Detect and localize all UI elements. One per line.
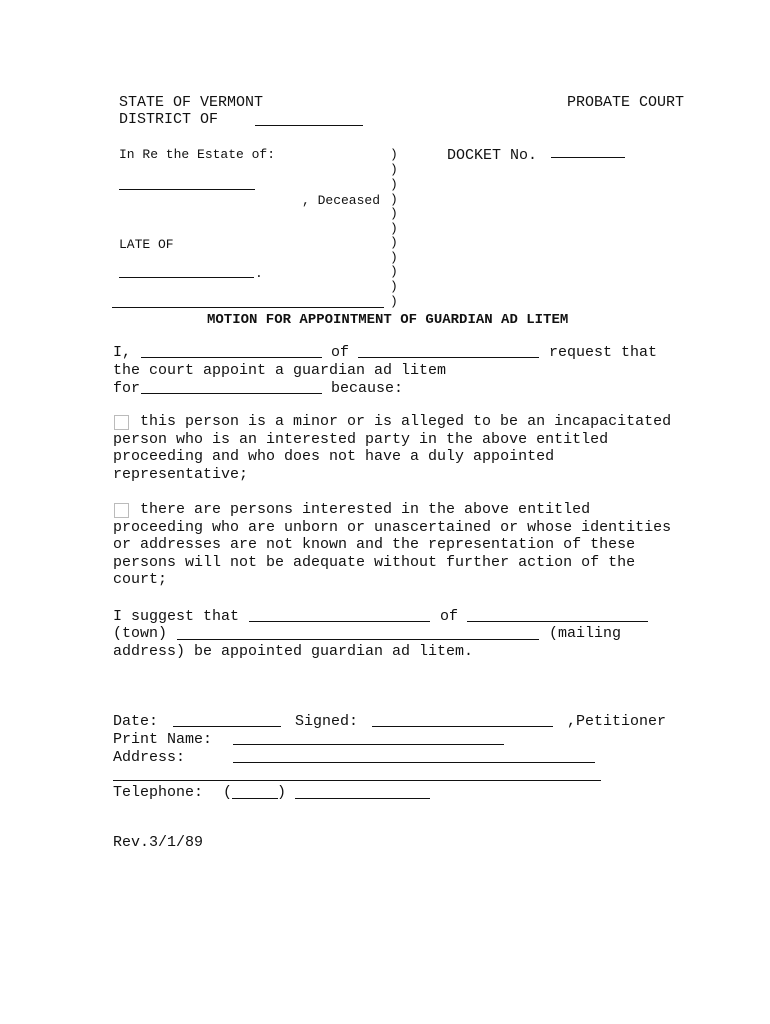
suggested-town-field[interactable]: [467, 621, 648, 622]
request-that-label: request that: [549, 344, 658, 361]
late-of-field[interactable]: [119, 277, 254, 278]
request-line-2: the court appoint a guardian ad litem: [113, 362, 447, 379]
caption-bottom-rule: [112, 307, 384, 308]
suggested-mailing-field[interactable]: [177, 639, 539, 640]
address-field-1[interactable]: [233, 762, 595, 763]
petitioner-name-field[interactable]: [141, 357, 322, 358]
caption-paren-3: ): [390, 177, 398, 192]
suggest-of-label: of: [440, 608, 459, 625]
suggest-line-3: address) be appointed guardian ad litem.: [113, 643, 474, 660]
caption-paren-4: ): [390, 192, 398, 207]
court-label: PROBATE COURT: [567, 94, 685, 111]
area-code-field[interactable]: [232, 798, 278, 799]
district-field[interactable]: [255, 125, 363, 126]
tel-open-paren: (: [223, 784, 233, 801]
caption-paren-2: ): [390, 162, 398, 177]
signature-field[interactable]: [372, 726, 553, 727]
request-i-label: I,: [113, 344, 132, 361]
date-label: Date:: [113, 713, 159, 730]
suggest-mailing-label: (mailing: [549, 625, 622, 642]
request-for-label: for: [113, 380, 141, 397]
motion-title: MOTION FOR APPOINTMENT OF GUARDIAN AD LITEM: [207, 312, 569, 328]
caption-paren-8: ): [390, 250, 398, 265]
address-field-2[interactable]: [113, 780, 601, 781]
option-minor-text: this person is a minor or is alleged to be an incapacitated person who is an interested party in the above entitled proceeding and who does not have a duly appointed representative;: [113, 413, 672, 483]
print-name-field[interactable]: [233, 744, 504, 745]
ward-name-field[interactable]: [141, 393, 322, 394]
suggest-town-label: (town): [113, 625, 168, 642]
docket-field[interactable]: [551, 157, 625, 158]
caption-paren-9: ): [390, 264, 398, 279]
caption-paren-6: ): [390, 221, 398, 236]
option-unborn-text: there are persons interested in the above entitled proceeding who are unborn or unascertained or whose identities or addresses are not known and the representation of these persons will not be adequate without further action of the court;: [113, 501, 672, 589]
print-name-label: Print Name:: [113, 731, 213, 748]
petitioner-label: ,Petitioner: [567, 713, 667, 730]
caption-paren-11: ): [390, 294, 398, 309]
suggested-name-field[interactable]: [249, 621, 430, 622]
state-label: STATE OF VERMONT: [119, 94, 264, 111]
caption-paren-7: ): [390, 235, 398, 250]
date-field[interactable]: [173, 726, 281, 727]
caption-paren-5: ): [390, 206, 398, 221]
district-label: DISTRICT OF: [119, 111, 219, 128]
caption-paren-10: ): [390, 279, 398, 294]
caption-paren-1: ): [390, 147, 398, 162]
docket-label: DOCKET No.: [447, 147, 538, 164]
tel-close-paren: ): [277, 784, 287, 801]
address-label: Address:: [113, 749, 186, 766]
revision-label: Rev.3/1/89: [113, 834, 204, 851]
telephone-label: Telephone:: [113, 784, 204, 801]
in-re-label: In Re the Estate of:: [119, 147, 276, 162]
deceased-label: , Deceased: [302, 193, 381, 208]
signed-label: Signed:: [295, 713, 359, 730]
suggest-label: I suggest that: [113, 608, 240, 625]
petitioner-town-field[interactable]: [358, 357, 539, 358]
decedent-name-field[interactable]: [119, 189, 255, 190]
late-of-label: LATE OF: [119, 237, 174, 252]
late-of-period: .: [255, 266, 263, 281]
request-because-label: because:: [331, 380, 404, 397]
telephone-number-field[interactable]: [295, 798, 430, 799]
request-of-label: of: [331, 344, 350, 361]
